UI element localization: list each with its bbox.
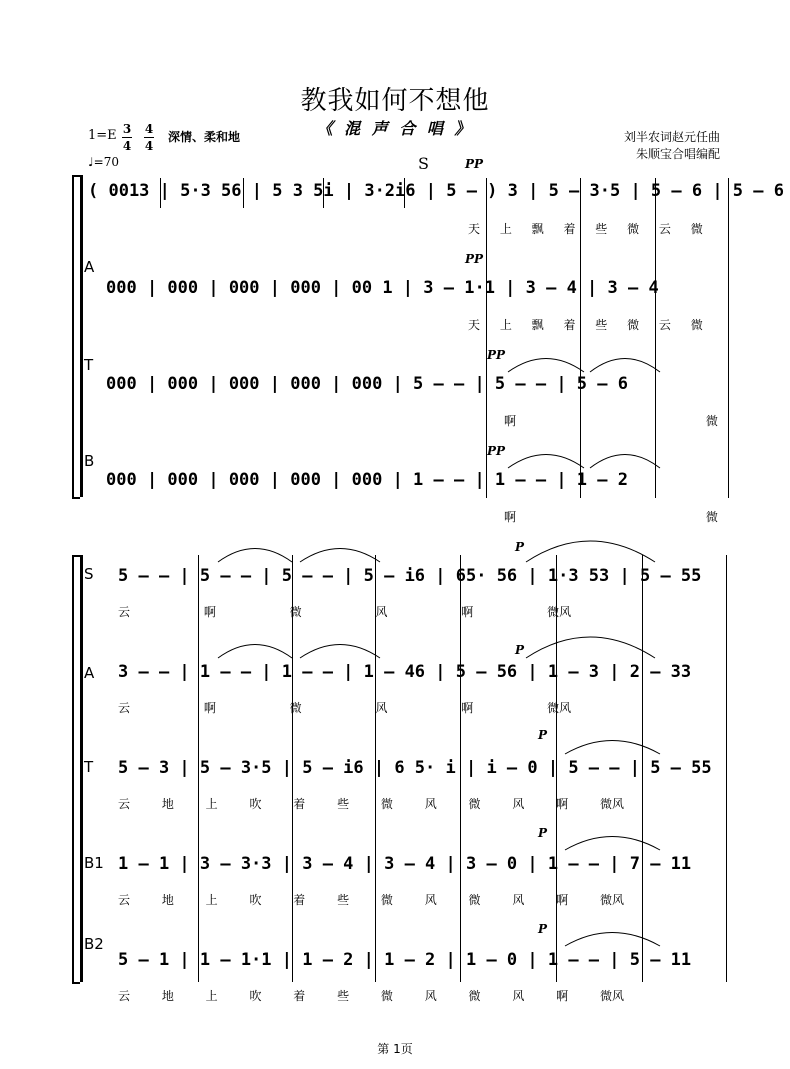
part-name-soprano: S bbox=[84, 565, 94, 583]
time-signature-4-4: 4 4 bbox=[144, 122, 154, 153]
dynamic-p: P bbox=[538, 922, 548, 936]
expression-mark: 深情、柔和地 bbox=[168, 130, 241, 144]
alto-lyrics-system1: 天 上 飘 着 些 微 云 微 bbox=[468, 318, 703, 332]
soprano-lyrics-system2: 云 啊 微 风 啊 微风 bbox=[118, 605, 572, 619]
tenor-notes-system1: 000 | 000 | 000 | 000 | 000 | 5 — — | 5 — — | 5 — 6 bbox=[106, 374, 628, 394]
tenor-lyrics-system2: 云 地 上 吹 着 些 微 风 微 风 啊 微风 bbox=[118, 797, 624, 811]
tempo-mark: ♩=70 bbox=[88, 155, 119, 169]
dynamic-p: P bbox=[538, 728, 548, 742]
part-name-tenor: T bbox=[84, 356, 94, 374]
tenor-lyrics-system1: 啊 微 bbox=[504, 414, 718, 428]
alto-lyrics-system2: 云 啊 微 风 啊 微风 bbox=[118, 701, 572, 715]
bass1-lyrics-system2: 云 地 上 吹 着 些 微 风 微 风 啊 微风 bbox=[118, 893, 624, 907]
dynamic-pp: PP bbox=[487, 348, 506, 362]
alto-notes-system1: 000 | 000 | 000 | 000 | 00 1 | 3 — 1·1 | 3 — 4 | 3 — 4 bbox=[106, 278, 659, 298]
dynamic-pp: PP bbox=[465, 157, 484, 171]
soprano-lyrics-system1: 天 上 飘 着 些 微 云 微 bbox=[468, 222, 703, 236]
part-name-bass: B bbox=[84, 452, 95, 470]
dynamic-p: P bbox=[515, 540, 525, 554]
bass1-notes-system2: 1 — 1 | 3 — 3·3 | 3 — 4 | 3 — 4 | 3 — 0 | 1 — — | 7 — 11 bbox=[118, 854, 692, 874]
part-name-bass2: B2 bbox=[84, 935, 104, 953]
page-number: 第 1页 bbox=[377, 1042, 413, 1056]
dynamic-p: P bbox=[538, 826, 548, 840]
part-name-alto: A bbox=[84, 664, 95, 682]
score-title: 教我如何不想他 bbox=[300, 86, 490, 116]
time-signature-3-4: 3 4 bbox=[122, 122, 132, 153]
segno-sign: S bbox=[418, 154, 429, 173]
part-name-tenor: T bbox=[84, 758, 94, 776]
score-subtitle: 《 混 声 合 唱 》 bbox=[316, 119, 474, 138]
part-name-alto: A bbox=[84, 258, 95, 276]
soprano-notes-system1: ( 0013 | 5·3 56 | 5 3 5i | 3·2i6 | 5 — ) 3 | 5 — 3·5 | 5 — 6 | 5 — 6 bbox=[88, 181, 784, 201]
tenor-notes-system2: 5 — 3 | 5 — 3·5 | 5 — i6 | 6 5· i | i — 0 | 5 — — | 5 — 55 bbox=[118, 758, 712, 778]
bass-notes-system1: 000 | 000 | 000 | 000 | 000 | 1 — — | 1 — — | 1 — 2 bbox=[106, 470, 628, 490]
key-signature: 1=E bbox=[88, 128, 117, 143]
alto-notes-system2: 3 — — | 1 — — | 1 — — | 1 — 46 | 5 — 56 | 1 — 3 | 2 — 33 bbox=[118, 662, 692, 682]
bass-lyrics-system1: 啊 微 bbox=[504, 510, 718, 524]
dynamic-pp: PP bbox=[465, 252, 484, 266]
bass2-notes-system2: 5 — 1 | 1 — 1·1 | 1 — 2 | 1 — 2 | 1 — 0 | 1 — — | 5 — 11 bbox=[118, 950, 692, 970]
arranger-credit: 朱顺宝合唱编配 bbox=[635, 147, 720, 161]
dynamic-p: P bbox=[515, 643, 525, 657]
lyricist-composer-credit: 刘半农词赵元任曲 bbox=[623, 130, 720, 144]
soprano-notes-system2: 5 — — | 5 — — | 5 — — | 5 — i6 | 65· 56 | 1·3 53 | 5 — 55 bbox=[118, 566, 702, 586]
dynamic-pp: PP bbox=[487, 444, 506, 458]
bass2-lyrics-system2: 云 地 上 吹 着 些 微 风 微 风 啊 微风 bbox=[118, 989, 624, 1003]
part-name-bass1: B1 bbox=[84, 854, 104, 872]
